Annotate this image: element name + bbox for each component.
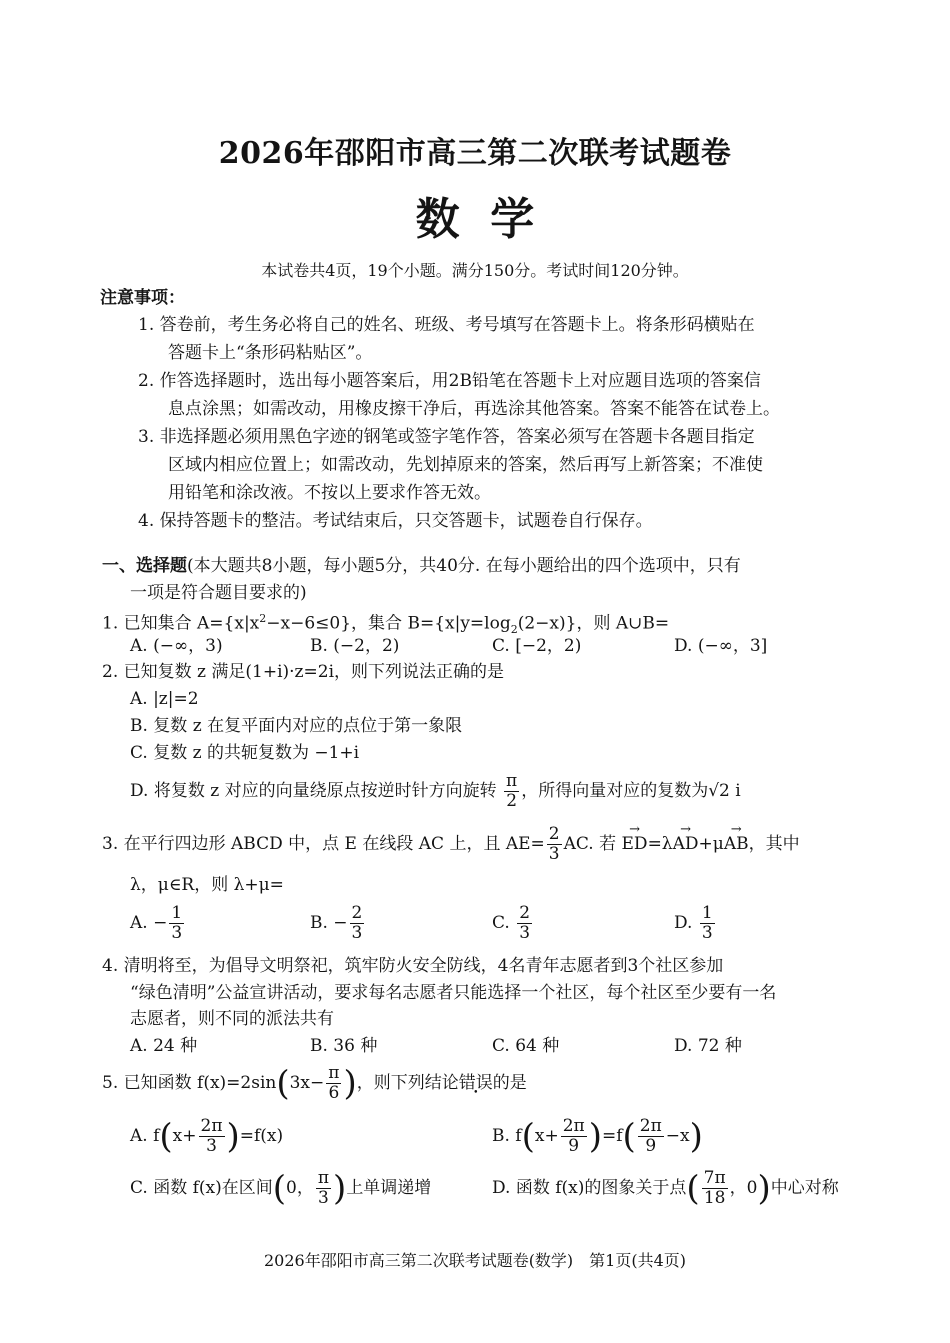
q5-option-d: D. 函数 f(x)的图象关于点( $\frac{7\pi}{18}$ ，0)中心对称 (492, 1168, 839, 1209)
q2-option-b: B. 复数 z 在复平面内对应的点位于第一象限 (130, 716, 463, 736)
q3-option-c: C. $\frac{2}{3}$ (492, 903, 531, 943)
q3-option-a: A. − $\frac{1}{3}$ (130, 903, 183, 943)
question-5-stem: 5. 已知函数 f(x)=2sin(3x− $\frac{\pi}{6}$ )，则下列结论错误的是 (102, 1063, 527, 1104)
page-footer: 2026年邵阳市高三第二次联考试题卷(数学) 第1页(共4页) (263, 1251, 687, 1270)
section1-heading (102, 554, 741, 578)
exam-intro: 本试卷共4页，19个小题。满分150分。考试时间120分钟。 (261, 261, 689, 280)
question-4-line2: “绿色清明”公益宣讲活动，要求每名志愿者只能选择一个社区，每个社区至少要有一名 (130, 983, 777, 1003)
notice-item-2-line-1: 2. 作答选择题时，选出每小题答案后，用2B铅笔在答题卡上对应题目选项的答案信 (138, 371, 761, 391)
notice-item-4-line-1: 4. 保持答题卡的整洁。考试结束后，只交答题卡，试题卷自行保存。 (138, 511, 653, 531)
exam-title: 2026年邵阳市高三第二次联考试题卷 (218, 136, 732, 171)
question-3-stem: 3. 在平行四边形 ABCD 中，点 E 在线段 AC 上，且 AE= $\frac{2}{3}$ AC. 若 → ED=λ→ AD+μ→ AB，其中 (102, 825, 800, 864)
subject-title: 数 学 (415, 194, 535, 245)
question-2-stem: 2. 已知复数 z 满足(1+i)·z=2i，则下列说法正确的是 (102, 662, 505, 682)
section1-desc: (本大题共8小题，每小题5分，共40分. 在每小题给出的四个选项中，只有 (187, 556, 741, 576)
q1-option-c: C. [−2，2) (492, 636, 582, 656)
notice-item-3-line-2: 区域内相应位置上；如需改动，先划掉原来的答案，然后再写上新答案；不准使 (168, 455, 763, 475)
notice-item-2-line-2: 息点涂黑；如需改动，用橡皮擦干净后，再选涂其他答案。答案不能答在试卷上。 (168, 399, 780, 419)
q4-option-d: D. 72 种 (674, 1036, 742, 1056)
question-1-stem: 1. 已知集合 $A=\{x|x^2-x-6\le 0\}$，集合 $B=\{x|y=\log_2(2-x)\}$，则 A∪B= (102, 612, 670, 637)
section1-desc-cont: 一项是符合题目要求的) (130, 583, 307, 603)
notice-heading: 注意事项： (100, 288, 185, 308)
q4-option-a: A. 24 种 (130, 1036, 198, 1056)
q2-option-d: D. 将复数 z 对应的向量绕原点按逆时针方向旋转 $\frac{\pi}{2}$ ，所得向量对应的复数为√2 i (130, 771, 741, 811)
q2-option-c: C. 复数 z 的共轭复数为 −1+i (130, 743, 360, 763)
q1-option-b: B. (−2，2) (310, 636, 400, 656)
notice-item-1-line-1: 1. 答卷前，考生务必将自己的姓名、班级、考号填写在答题卡上。将条形码横贴在 (138, 315, 755, 335)
notice-item-1-line-2: 答题卡上“条形码粘贴区”。 (168, 343, 373, 363)
q5-option-c: C. 函数 f(x)在区间(0， $\frac{\pi}{3}$ )上单调递增 (130, 1168, 432, 1209)
q3-option-b: B. − $\frac{2}{3}$ (310, 903, 363, 943)
q3-option-d: D. $\frac{1}{3}$ (674, 903, 713, 943)
notice-item-3-line-3: 用铅笔和涂改液。不按以上要求作答无效。 (168, 483, 491, 503)
notice-item-3-line-1: 3. 非选择题必须用黑色字迹的钢笔或签字笔作答，答案必须写在答题卡各题目指定 (138, 427, 755, 447)
q4-option-c: C. 64 种 (492, 1036, 560, 1056)
question-4-line1: 4. 清明将至，为倡导文明祭祀，筑牢防火安全防线，4名青年志愿者到3个社区参加 (102, 956, 724, 976)
q1-option-d: D. (−∞，3] (674, 636, 768, 656)
question-4-line3: 志愿者，则不同的派法共有 (130, 1009, 334, 1029)
q5-option-a: A. f(x+ $\frac{2\pi}{3}$ )=f(x) (130, 1116, 284, 1157)
question-3-line2: λ，μ∈R，则 λ+μ= (130, 875, 284, 895)
q5-option-b: B. f(x+ $\frac{2\pi}{9}$ )=f( $\frac{2\pi}{9}$ −x) (492, 1116, 703, 1157)
q1-option-a: A. (−∞，3) (130, 636, 223, 656)
q4-option-b: B. 36 种 (310, 1036, 378, 1056)
q2-option-a: A. |z|=2 (130, 689, 199, 709)
section1-title: 一、选择题 (102, 556, 187, 576)
emphasis-wrong: 错误 (458, 1073, 493, 1093)
